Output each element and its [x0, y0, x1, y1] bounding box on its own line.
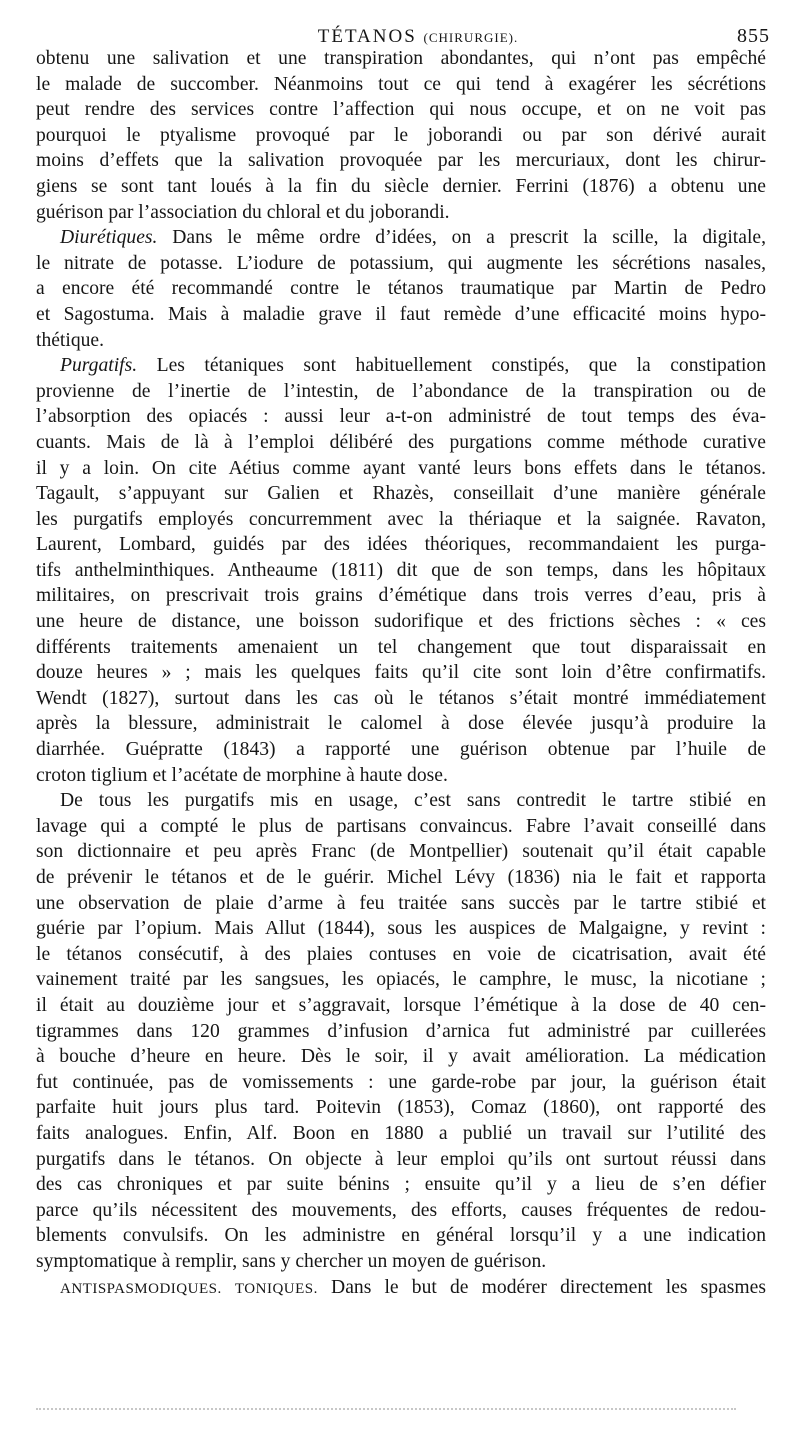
text-line: l’absorption des opiacés : aussi leur a-t-on administré de tout temps des éva-: [36, 406, 766, 428]
section-title: TÉTANOS: [317, 26, 417, 47]
text-line: guérie par l’opium. Mais Allut (1844), sous les auspices de Malgaigne, y revint :: [36, 918, 766, 940]
text-line: après la blessure, administrait le calomel à dose élevée jusqu’à produire la: [36, 713, 766, 735]
page-number: 855: [737, 25, 770, 47]
text-line: une observation de plaie d’arme à feu traitée sans succès par le tartre stibié et: [36, 892, 766, 914]
text-line: de prévenir le tétanos et de le guérir. Michel Lévy (1836) nia le fait et rapporta: [36, 867, 766, 888]
text-line: pourquoi le ptyalisme provoqué par le joborandi ou par son dérivé aurait: [36, 124, 766, 146]
text-line: parfaite huit jours plus tard. Poitevin (1853), Comaz (1860), ont rapporté des: [36, 1097, 766, 1119]
text-line: parce qu’ils nécessitent des mouvements, des efforts, causes fréquentes de redou-: [36, 1199, 766, 1221]
text-line: il était au douzième jour et s’aggravait, lorsque l’émétique à la dose de 40 cen-: [36, 994, 766, 1016]
text-line: obtenu une salivation et une transpiration abondantes, qui n’ont pas empêché: [36, 48, 766, 69]
body-text: [36, 46, 766, 1300]
text-line: les purgatifs employés concurremment avec la thériaque et la saignée. Ravaton,: [36, 508, 766, 530]
text-line: a encore été recommandé contre le tétanos traumatique par Martin de Pedro: [36, 278, 766, 300]
text-line: Wendt (1827), surtout dans les cas où le tétanos s’était montré immédiatement: [36, 687, 766, 709]
text-line: cuants. Mais de là à l’emploi délibéré des purgations comme méthode curative: [36, 431, 766, 453]
running-title: [36, 26, 770, 48]
text-line: le malade de succomber. Néanmoins tout ce qui tend à exagérer les sécrétions: [36, 73, 766, 95]
running-head: [36, 10, 770, 47]
text-line: faits analogues. Enfin, Alf. Boon en 1880 a publié un travail sur l’utilité des: [36, 1122, 766, 1144]
paragraph-antispasmodiques-start: ANTISPASMODIQUES. TONIQUES. Dans le but de modérer directement les spasmes: [60, 1276, 766, 1298]
text-line: fut continuée, pas de vomissements : une garde-robe par jour, la guérison était: [36, 1071, 766, 1093]
text-line: giens se sont tant loués à la fin du siècle dernier. Ferrini (1876) a obtenu une: [36, 175, 766, 197]
text-line: thétique.: [36, 329, 105, 351]
lead-word: ANTISPASMODIQUES.: [60, 1280, 222, 1297]
text-line: douze heures » ; mais les quelques faits qu’il cite sont loin d’être confirmatifs.: [36, 662, 766, 684]
text-line: son dictionnaire et peu après Franc (de Montpellier) soutenait qu’il était capable: [36, 841, 766, 863]
text-line: et Sagostuma. Mais à maladie grave il faut remède d’une efficacité moins hypo-: [36, 303, 766, 325]
text-line: guérison par l’association du chloral et du joborandi.: [36, 201, 450, 223]
text-line: purgatifs dans le tétanos. On objecte à leur emploi qu’ils ont surtout réussi dans: [36, 1148, 766, 1170]
text-line: symptomatique à remplir, sans y chercher un moyen de guérison.: [36, 1250, 547, 1272]
text-line: à bouche d’heure en heure. Dès le soir, il y avait amélioration. La médication: [36, 1046, 766, 1068]
text-line: provienne de l’inertie de l’intestin, de l’abondance de la transpiration ou de: [36, 380, 766, 402]
lead-word: Diurétiques.: [60, 227, 158, 249]
text-line: croton tiglium et l’acétate de morphine à haute dose.: [36, 764, 448, 786]
text-line: lavage qui a compté le plus de partisans convaincus. Fabre l’avait conseillé dans: [36, 815, 766, 837]
paragraph-purgatifs-start: Purgatifs. Les tétaniques sont habituellement constipés, que la constipation: [60, 355, 766, 377]
page-bottom-rule: [36, 1408, 736, 1416]
text-line: des cas chroniques et par suite bénins ; ensuite qu’il y a lieu de s’en défier: [36, 1174, 766, 1196]
text-line: différents traitements amenaient un tel changement que tout disparaissait en: [36, 636, 766, 658]
paragraph-tartre-start: De tous les purgatifs mis en usage, c’est sans contredit le tartre stibié en: [60, 790, 766, 812]
lead-word: TONIQUES.: [234, 1280, 318, 1297]
text-line: Laurent, Lombard, guidés par des idées théoriques, recommandaient les purga-: [36, 534, 766, 556]
text-line: tifs anthelminthiques. Antheaume (1811) dit que de son temps, dans les hôpitaux: [36, 559, 766, 581]
text-line: tigrammes dans 120 grammes d’infusion d’arnica fut administré par cuillerées: [36, 1020, 766, 1042]
paragraph-diuretiques-start: Diurétiques. Dans le même ordre d’idées, on a prescrit la scille, la digitale,: [60, 227, 766, 249]
text-line: blements convulsifs. On les administre en général lorsqu’il y a une indication: [36, 1225, 766, 1247]
text-line: militaires, on prescrivait trois grains d’émétique dans trois verres d’eau, pris à: [36, 585, 766, 607]
lead-word: Purgatifs.: [60, 355, 138, 377]
text-line: moins d’effets que la salivation provoquée par les mercuriaux, dont les chirur-: [36, 150, 766, 172]
text-line: diarrhée. Guépratte (1843) a rapporté une guérison obtenue par l’huile de: [36, 739, 766, 761]
text-line: le tétanos consécutif, à des plaies contuses en voie de cicatrisation, avait été: [36, 943, 766, 965]
section-subtitle: (CHIRURGIE).: [423, 30, 519, 45]
text-line: une heure de distance, une boisson sudorifique et des frictions sèches : « ces: [36, 611, 766, 633]
text-line: vainement traité par les sangsues, les opiacés, le camphre, le musc, la nicotiane ;: [36, 969, 766, 991]
text-line: le nitrate de potasse. L’iodure de potassium, qui augmente les sécrétions nasales,: [36, 252, 766, 274]
text-line: il y a loin. On cite Aétius comme ayant vanté leurs bons effets dans le tétanos.: [36, 457, 766, 479]
text-line: Tagault, s’appuyant sur Galien et Rhazès, conseillait d’une manière générale: [36, 483, 766, 505]
text-line: peut rendre des services contre l’affection qui nous occupe, et on ne voit pas: [36, 99, 766, 121]
